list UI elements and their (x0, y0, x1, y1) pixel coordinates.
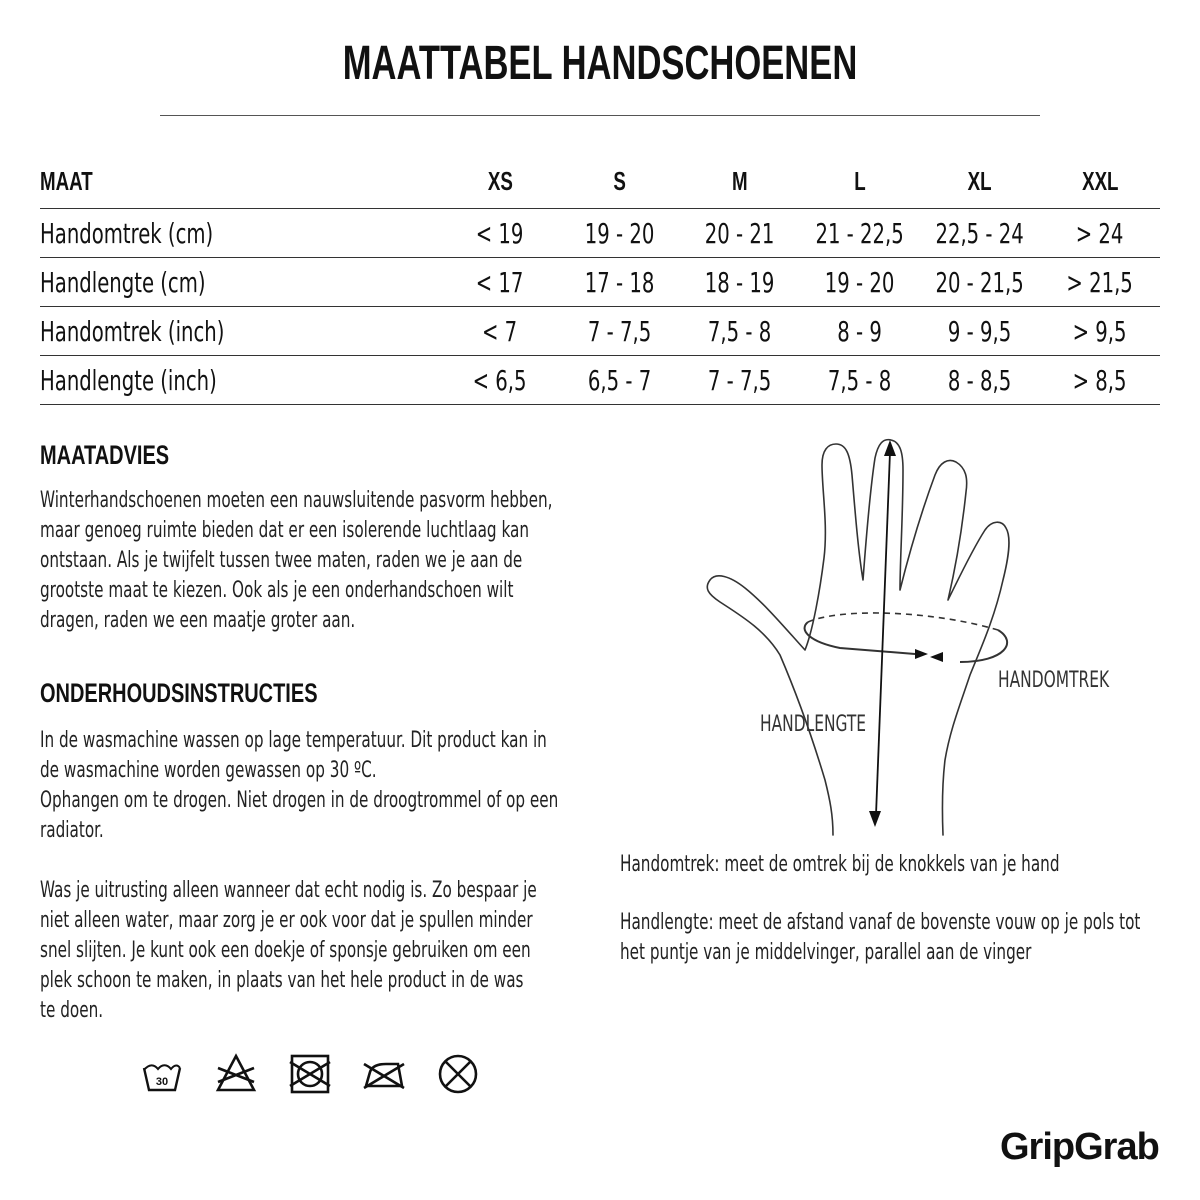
table-cell: > 9,5 (1040, 307, 1160, 356)
table-cell: > 8,5 (1040, 356, 1160, 405)
onderhoud-heading: ONDERHOUDSINSTRUCTIES (40, 678, 318, 708)
hand-outline (707, 440, 1009, 835)
circumference-front-arc (960, 630, 1007, 662)
table-cell: < 7 (440, 307, 560, 356)
row-label: Handlengte (inch) (40, 356, 440, 405)
table-cell: 9 - 9,5 (920, 307, 1040, 356)
table-cell: 8 - 9 (800, 307, 920, 356)
row-label: Handomtrek (cm) (40, 209, 440, 258)
care-icons (140, 1052, 480, 1096)
no-iron-icon (362, 1052, 406, 1096)
length-arrow-line (876, 452, 890, 815)
size-header-label-text: MAAT (40, 165, 93, 196)
circumference-dashed-arc (808, 613, 998, 630)
circumference-arrow-left (930, 652, 943, 662)
row-label: Handomtrek (inch) (40, 307, 440, 356)
size-header-xs: XS (487, 165, 513, 196)
text-line-blank (40, 846, 579, 876)
maatadvies-heading: MAATADVIES (40, 440, 170, 470)
text-line: In de wasmachine wassen op lage temperatuur. Dit product kan in (40, 728, 547, 753)
text-line: plek schoon te maken, in plaats van het hele product in de was (40, 968, 524, 993)
maatadvies-text (40, 486, 579, 636)
table-row (40, 356, 1160, 405)
title-divider (160, 115, 1040, 116)
table-cell: 21 - 22,5 (800, 209, 920, 258)
table-cell: > 24 (1040, 209, 1160, 258)
table-cell: 6,5 - 7 (560, 356, 680, 405)
table-cell: 8 - 8,5 (920, 356, 1040, 405)
text-line: de wasmachine worden gewassen op 30 ºC. (40, 758, 377, 783)
text-line: te doen. (40, 998, 104, 1023)
row-label: Handlengte (cm) (40, 258, 440, 307)
table-cell: 7 - 7,5 (680, 356, 800, 405)
text-line: dragen, raden we een maatje groter aan. (40, 608, 356, 633)
text-line: Handlengte: meet de afstand vanaf de bovenste vouw op je pols tot (620, 910, 1141, 935)
table-cell: 7,5 - 8 (680, 307, 800, 356)
text-line: Winterhandschoenen moeten een nauwsluitende pasvorm hebben, (40, 488, 553, 513)
table-cell: 19 - 20 (800, 258, 920, 307)
page-title: MAATTABEL HANDSCHOENEN (342, 37, 858, 90)
text-line: Ophangen om te drogen. Niet drogen in de droogtrommel of op een (40, 788, 559, 813)
size-table (40, 150, 1160, 405)
handlengte-label: HANDLENGTE (760, 712, 867, 737)
length-arrow-top (884, 440, 896, 456)
svg-text:30: 30 (155, 1076, 169, 1088)
table-cell: 17 - 18 (560, 258, 680, 307)
handlengte-note (620, 908, 1159, 968)
size-header-row (40, 150, 1160, 209)
table-row (40, 307, 1160, 356)
handomtrek-label: HANDOMTREK (998, 668, 1110, 693)
size-header-l: L (854, 165, 866, 196)
no-bleach-icon (214, 1052, 258, 1096)
table-cell: > 21,5 (1040, 258, 1160, 307)
onderhoud-text (40, 726, 579, 1026)
handomtrek-note (620, 850, 1159, 880)
text-line: niet alleen water, maar zorg je er ook voor dat je spullen minder (40, 908, 533, 933)
text-line: Handomtrek: meet de omtrek bij de knokkels van je hand (620, 852, 1060, 877)
table-cell: 7 - 7,5 (560, 307, 680, 356)
no-tumble-dry-icon (288, 1052, 332, 1096)
text-line: het puntje van je middelvinger, parallel aan de vinger (620, 940, 1032, 965)
size-header-label (40, 150, 440, 209)
size-header-xxl: XXL (1081, 165, 1119, 196)
table-cell: 20 - 21 (680, 209, 800, 258)
text-line: grootste maat te kiezen. Ook als je een onderhandschoen wilt (40, 578, 514, 603)
text-line: Was je uitrusting alleen wanneer dat echt nodig is. Zo bespaar je (40, 878, 537, 903)
table-row (40, 258, 1160, 307)
no-dry-clean-icon (436, 1052, 480, 1096)
table-cell: 19 - 20 (560, 209, 680, 258)
table-cell: < 6,5 (440, 356, 560, 405)
table-cell: 20 - 21,5 (920, 258, 1040, 307)
table-cell: < 17 (440, 258, 560, 307)
circumference-arrow-right (915, 649, 928, 659)
hand-diagram (700, 430, 1040, 840)
text-line: snel slijten. Je kunt ook een doekje of sponsje gebruiken om een (40, 938, 531, 963)
table-row (40, 209, 1160, 258)
circumference-front-left (805, 622, 915, 654)
size-header-s: S (613, 165, 627, 196)
length-arrow-bottom (869, 811, 881, 827)
table-cell: 7,5 - 8 (800, 356, 920, 405)
table-cell: < 19 (440, 209, 560, 258)
wash-30-icon (140, 1052, 184, 1096)
brand-logo: GripGrab (1000, 1126, 1159, 1168)
text-line: ontstaan. Als je twijfelt tussen twee maten, raden we je aan de (40, 548, 523, 573)
text-line: radiator. (40, 818, 104, 843)
size-header-xl: XL (968, 165, 992, 196)
text-line: maar genoeg ruimte bieden dat er een isolerende luchtlaag kan (40, 518, 529, 543)
table-cell: 18 - 19 (680, 258, 800, 307)
size-header-m: M (732, 165, 748, 196)
table-cell: 22,5 - 24 (920, 209, 1040, 258)
